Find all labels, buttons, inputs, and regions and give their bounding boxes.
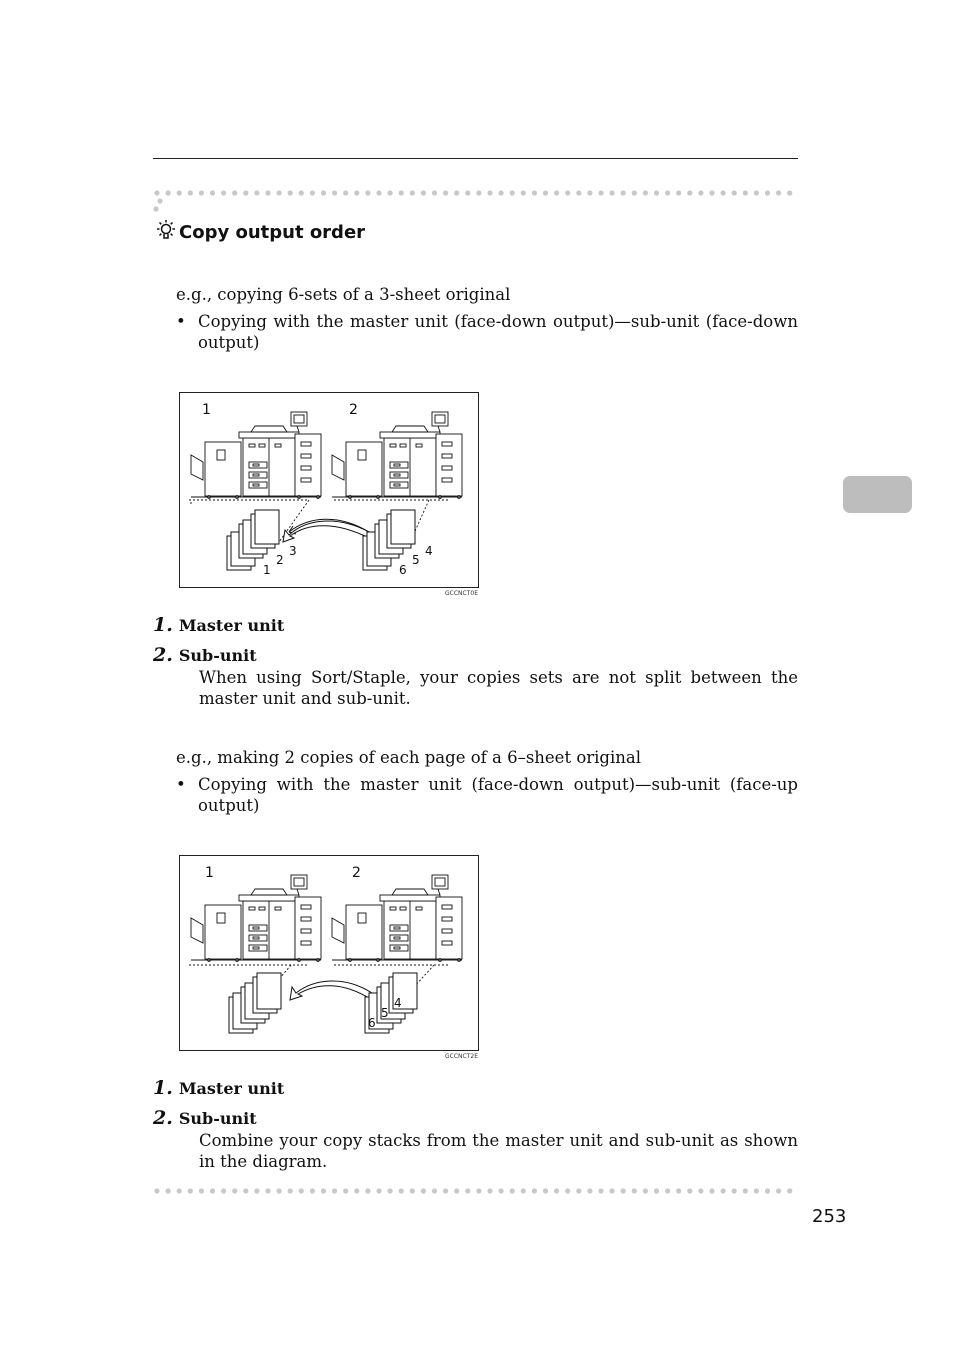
- item-number: 2.: [153, 1107, 173, 1129]
- figure-code: GCCNCT2E: [445, 1053, 478, 1060]
- border-dot: [232, 1188, 237, 1193]
- border-dot: [421, 1188, 426, 1193]
- page-number: 253: [812, 1206, 847, 1227]
- border-dot: [465, 1188, 470, 1193]
- border-dot: [632, 190, 637, 195]
- border-dot: [354, 190, 359, 195]
- border-dot: [410, 190, 415, 195]
- unit-label-master: 1: [202, 402, 211, 418]
- border-dot: [199, 190, 204, 195]
- border-dot: [310, 1188, 315, 1193]
- border-dot: [521, 190, 526, 195]
- tip-bottom-dotted-border: [153, 1187, 798, 1195]
- border-dot: [732, 190, 737, 195]
- border-dot: [243, 1188, 248, 1193]
- border-dot: [632, 1188, 637, 1193]
- border-dot: [443, 190, 448, 195]
- item-description: When using Sort/Staple, your copies sets are not split between the master unit and sub-unit.: [199, 668, 798, 708]
- border-dot: [343, 1188, 348, 1193]
- stack-number: 5: [381, 1006, 389, 1020]
- border-dot: [166, 1188, 171, 1193]
- border-dot: [510, 190, 515, 195]
- header-rule: [153, 158, 798, 159]
- bullet-dot: •: [176, 775, 186, 794]
- example1-intro: e.g., copying 6-sets of a 3-sheet original: [176, 285, 511, 304]
- numbered-item: [153, 1107, 257, 1129]
- example2-intro: e.g., making 2 copies of each page of a 6–sheet original: [176, 748, 641, 767]
- border-dot: [310, 190, 315, 195]
- border-dot: [621, 190, 626, 195]
- item-number: 1.: [153, 1077, 173, 1099]
- border-dot: [487, 190, 492, 195]
- item-label: Sub-unit: [178, 1109, 257, 1128]
- border-dot: [621, 1188, 626, 1193]
- border-dot: [188, 190, 193, 195]
- border-dot: [554, 190, 559, 195]
- stack-number: 4: [394, 996, 402, 1010]
- border-dot: [432, 1188, 437, 1193]
- bullet-dot: •: [176, 312, 186, 331]
- item-number: 1.: [153, 614, 173, 636]
- border-dot: [277, 1188, 282, 1193]
- chapter-tab: [843, 476, 912, 513]
- border-dot: [365, 1188, 370, 1193]
- border-dot: [354, 1188, 359, 1193]
- border-dot: [288, 190, 293, 195]
- border-dot: [399, 1188, 404, 1193]
- border-dot: [188, 1188, 193, 1193]
- border-dot: [166, 190, 171, 195]
- border-dot: [232, 190, 237, 195]
- unit-label-sub: 2: [352, 865, 361, 881]
- border-dot: [576, 190, 581, 195]
- item-label: Master unit: [178, 616, 285, 635]
- border-dot: [332, 190, 337, 195]
- border-dot: [177, 1188, 182, 1193]
- border-dot: [210, 190, 215, 195]
- border-dot: [321, 1188, 326, 1193]
- border-dot: [332, 1188, 337, 1193]
- tip-title: Copy output order: [179, 221, 366, 243]
- border-dot: [410, 1188, 415, 1193]
- border-dot: [199, 1188, 204, 1193]
- border-dot: [721, 190, 726, 195]
- unit-label-sub: 2: [349, 402, 358, 418]
- border-dot: [510, 1188, 515, 1193]
- border-dot: [365, 190, 370, 195]
- border-dot: [732, 1188, 737, 1193]
- border-dot: [565, 190, 570, 195]
- border-dot: [299, 190, 304, 195]
- border-dot: [765, 1188, 770, 1193]
- border-dot: [676, 190, 681, 195]
- item-number: 2.: [153, 644, 173, 666]
- border-dot: [343, 190, 348, 195]
- border-dot: [587, 190, 592, 195]
- border-dot: [388, 1188, 393, 1193]
- border-dot: [654, 190, 659, 195]
- border-dot: [610, 190, 615, 195]
- border-dot: [643, 1188, 648, 1193]
- item-label: Master unit: [178, 1079, 285, 1098]
- border-dot: [698, 1188, 703, 1193]
- item-label: Sub-unit: [178, 646, 257, 665]
- border-dot: [454, 1188, 459, 1193]
- border-dot: [254, 190, 259, 195]
- border-dot: [687, 1188, 692, 1193]
- border-dot: [487, 1188, 492, 1193]
- lightbulb-icon: [155, 219, 177, 246]
- example2-bullet-text: Copying with the master unit (face-down output)—sub-unit (face-up output): [198, 775, 798, 815]
- example1-bullet: [176, 311, 798, 353]
- border-dot: [154, 190, 159, 195]
- border-dot: [210, 1188, 215, 1193]
- numbered-item: [153, 1077, 284, 1099]
- numbered-item: [153, 644, 257, 666]
- border-dot: [765, 190, 770, 195]
- border-dot: [543, 1188, 548, 1193]
- stack-number: 3: [289, 544, 297, 558]
- border-dot: [709, 1188, 714, 1193]
- border-dot: [776, 190, 781, 195]
- figure-face-up-output: [179, 855, 479, 1051]
- border-dot: [676, 1188, 681, 1193]
- border-dot: [443, 1188, 448, 1193]
- tip-heading: [155, 219, 365, 245]
- border-dot: [177, 190, 182, 195]
- border-dot: [698, 190, 703, 195]
- stack-number: 5: [412, 553, 420, 567]
- stack-number: 2: [276, 553, 284, 567]
- border-dot: [776, 1188, 781, 1193]
- border-dot: [554, 1188, 559, 1193]
- border-dot: [421, 190, 426, 195]
- example1-bullet-text: Copying with the master unit (face-down output)—sub-unit (face-down output): [198, 312, 798, 352]
- item-description: Combine your copy stacks from the master unit and sub-unit as shown in the diagram.: [199, 1131, 798, 1171]
- border-dot: [254, 1188, 259, 1193]
- border-dot: [665, 190, 670, 195]
- border-dot: [299, 1188, 304, 1193]
- border-dot: [499, 1188, 504, 1193]
- border-dot: [265, 1188, 270, 1193]
- figure-code: GCCNCT0E: [445, 590, 478, 597]
- border-dot: [321, 190, 326, 195]
- border-dot: [721, 1188, 726, 1193]
- border-dot: [288, 1188, 293, 1193]
- border-dot: [643, 190, 648, 195]
- border-dot: [154, 1188, 159, 1193]
- unit-label-master: 1: [205, 865, 214, 881]
- border-dot: [587, 1188, 592, 1193]
- border-dot: [743, 190, 748, 195]
- border-dot: [543, 190, 548, 195]
- border-dot: [532, 1188, 537, 1193]
- border-dot: [787, 1188, 792, 1193]
- border-dot: [465, 190, 470, 195]
- border-dot: [499, 190, 504, 195]
- border-dot: [476, 190, 481, 195]
- border-dot: [743, 1188, 748, 1193]
- border-dot: [665, 1188, 670, 1193]
- border-dot: [565, 1188, 570, 1193]
- stack-number: 6: [399, 563, 407, 577]
- border-dot: [576, 1188, 581, 1193]
- border-dot: [598, 190, 603, 195]
- border-dot: [754, 190, 759, 195]
- border-dot: [754, 1188, 759, 1193]
- example2-bullet: [176, 774, 798, 816]
- border-dot: [376, 1188, 381, 1193]
- border-dot: [243, 190, 248, 195]
- border-dot: [399, 190, 404, 195]
- border-dot: [654, 1188, 659, 1193]
- border-dot: [388, 190, 393, 195]
- border-dot: [610, 1188, 615, 1193]
- border-dot: [376, 190, 381, 195]
- border-dot: [277, 190, 282, 195]
- border-dot: [521, 1188, 526, 1193]
- border-dot: [265, 190, 270, 195]
- border-dot: [687, 190, 692, 195]
- figure-face-down-output: [179, 392, 479, 588]
- tip-corner-dots: [150, 196, 164, 220]
- border-dot: [787, 190, 792, 195]
- numbered-item: [153, 614, 284, 636]
- border-dot: [598, 1188, 603, 1193]
- border-dot: [532, 190, 537, 195]
- border-dot: [476, 1188, 481, 1193]
- stack-number: 4: [425, 544, 433, 558]
- tip-top-dotted-border: [153, 189, 798, 197]
- border-dot: [432, 190, 437, 195]
- stack-number: 1: [263, 563, 271, 577]
- border-dot: [221, 1188, 226, 1193]
- border-dot: [221, 190, 226, 195]
- border-dot: [709, 190, 714, 195]
- stack-number: 6: [368, 1016, 376, 1030]
- border-dot: [454, 190, 459, 195]
